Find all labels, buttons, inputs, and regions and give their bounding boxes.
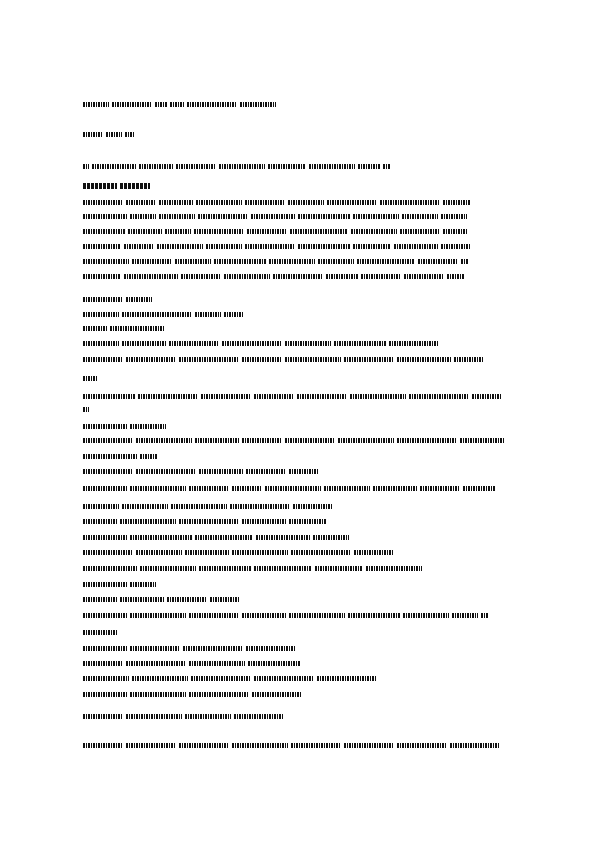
illegible-word <box>232 550 288 555</box>
text-line <box>83 101 276 107</box>
illegible-word <box>242 613 286 618</box>
illegible-word <box>219 164 265 169</box>
illegible-word <box>245 200 285 205</box>
illegible-word <box>138 394 198 399</box>
illegible-word <box>246 469 286 474</box>
illegible-word <box>83 454 137 459</box>
illegible-word <box>318 259 354 264</box>
illegible-word <box>242 357 282 362</box>
illegible-word <box>269 259 315 264</box>
text-line <box>83 468 319 474</box>
text-line <box>83 691 302 697</box>
illegible-word <box>389 341 439 346</box>
text-line <box>83 296 152 302</box>
illegible-word <box>350 394 406 399</box>
text-line <box>83 340 439 346</box>
illegible-word <box>132 676 188 681</box>
illegible-word <box>125 132 135 137</box>
illegible-word <box>124 274 178 279</box>
illegible-word <box>83 297 123 302</box>
illegible-word <box>185 550 229 555</box>
illegible-word <box>189 692 249 697</box>
illegible-word <box>83 661 123 666</box>
illegible-word <box>403 613 449 618</box>
illegible-word <box>83 259 129 264</box>
text-line <box>83 213 467 219</box>
illegible-word <box>83 582 127 587</box>
illegible-word <box>181 274 221 279</box>
text-line <box>83 437 504 443</box>
illegible-word <box>176 164 216 169</box>
illegible-word <box>380 200 440 205</box>
illegible-word <box>130 535 192 540</box>
illegible-word <box>461 259 469 264</box>
illegible-word <box>443 229 467 234</box>
text-line <box>83 503 333 509</box>
illegible-word <box>195 312 221 317</box>
text-line <box>83 393 502 399</box>
illegible-word <box>240 102 276 107</box>
text-line <box>83 596 240 602</box>
illegible-word <box>130 424 166 429</box>
illegible-word <box>83 357 123 362</box>
illegible-word <box>252 692 302 697</box>
illegible-word <box>397 438 457 443</box>
illegible-word <box>224 274 270 279</box>
illegible-word <box>171 504 227 509</box>
illegible-word <box>183 646 243 651</box>
illegible-word <box>83 535 127 540</box>
illegible-word <box>194 229 244 234</box>
illegible-word <box>344 357 394 362</box>
illegible-word <box>254 566 312 571</box>
illegible-word <box>83 229 125 234</box>
illegible-word <box>179 519 239 524</box>
illegible-word <box>189 486 229 491</box>
illegible-word <box>189 661 245 666</box>
text-line <box>83 258 469 264</box>
illegible-word <box>128 229 162 234</box>
illegible-word <box>106 132 122 137</box>
illegible-word <box>83 341 119 346</box>
illegible-word <box>353 244 391 249</box>
illegible-word <box>230 504 290 509</box>
illegible-word <box>136 550 182 555</box>
text-line <box>83 311 244 317</box>
illegible-word <box>313 535 349 540</box>
illegible-word <box>189 613 239 618</box>
illegible-word <box>394 244 438 249</box>
illegible-word <box>326 274 358 279</box>
illegible-word <box>288 200 324 205</box>
illegible-word <box>481 613 489 618</box>
illegible-word <box>285 357 341 362</box>
illegible-word <box>83 274 121 279</box>
illegible-word <box>210 597 240 602</box>
illegible-word <box>136 469 196 474</box>
illegible-word <box>140 566 196 571</box>
illegible-word <box>234 714 284 719</box>
section-heading <box>83 183 150 189</box>
illegible-word <box>83 164 89 169</box>
illegible-word <box>155 102 167 107</box>
text-line <box>83 675 377 681</box>
illegible-word <box>214 259 266 264</box>
illegible-word <box>126 357 176 362</box>
illegible-word <box>126 200 156 205</box>
illegible-word <box>354 550 394 555</box>
text-line <box>83 612 489 618</box>
illegible-word <box>245 244 295 249</box>
illegible-word <box>409 394 469 399</box>
illegible-word <box>167 597 207 602</box>
illegible-word <box>348 613 400 618</box>
illegible-word <box>83 630 117 635</box>
illegible-word <box>139 164 173 169</box>
illegible-word <box>83 200 123 205</box>
illegible-word <box>289 613 345 618</box>
illegible-word <box>130 214 156 219</box>
illegible-word <box>195 535 253 540</box>
illegible-word <box>92 164 136 169</box>
illegible-word <box>170 102 184 107</box>
illegible-word <box>201 394 251 399</box>
illegible-word <box>297 394 347 399</box>
illegible-word <box>83 326 107 331</box>
illegible-word <box>83 469 133 474</box>
illegible-word <box>285 438 335 443</box>
text-line <box>83 243 471 249</box>
illegible-word <box>232 486 262 491</box>
illegible-word <box>83 312 119 317</box>
illegible-word <box>358 164 380 169</box>
illegible-word <box>247 229 287 234</box>
illegible-word <box>242 438 282 443</box>
illegible-word <box>256 535 310 540</box>
illegible-word <box>198 214 248 219</box>
illegible-word <box>268 164 306 169</box>
illegible-word <box>309 164 355 169</box>
text-line <box>83 406 89 412</box>
illegible-word <box>83 183 117 189</box>
text-line <box>83 713 284 719</box>
illegible-word <box>83 566 137 571</box>
illegible-word <box>472 394 502 399</box>
text-line <box>83 228 467 234</box>
illegible-word <box>420 486 460 491</box>
illegible-word <box>317 676 377 681</box>
illegible-word <box>334 341 386 346</box>
text-line <box>83 273 465 279</box>
illegible-word <box>112 102 152 107</box>
illegible-word <box>130 613 186 618</box>
illegible-word <box>122 341 166 346</box>
illegible-word <box>110 326 164 331</box>
text-line <box>83 356 484 362</box>
illegible-word <box>196 200 242 205</box>
illegible-word <box>83 214 127 219</box>
illegible-word <box>351 229 397 234</box>
illegible-word <box>83 692 127 697</box>
illegible-word <box>83 743 123 748</box>
illegible-word <box>132 259 172 264</box>
illegible-word <box>289 519 327 524</box>
illegible-word <box>353 214 399 219</box>
illegible-word <box>83 394 135 399</box>
illegible-word <box>83 407 89 412</box>
illegible-word <box>126 661 186 666</box>
text-line <box>83 534 349 540</box>
illegible-word <box>452 613 478 618</box>
illegible-word <box>195 438 239 443</box>
text-line <box>83 423 166 429</box>
illegible-word <box>344 743 394 748</box>
illegible-word <box>120 519 176 524</box>
illegible-word <box>289 469 319 474</box>
illegible-word <box>130 582 156 587</box>
illegible-word <box>159 214 195 219</box>
illegible-word <box>187 102 237 107</box>
illegible-word <box>397 357 451 362</box>
text-line <box>83 453 158 459</box>
text-line <box>83 565 422 571</box>
illegible-word <box>251 214 295 219</box>
illegible-word <box>83 132 103 137</box>
illegible-word <box>169 341 219 346</box>
illegible-word <box>254 676 314 681</box>
illegible-word <box>136 438 192 443</box>
illegible-word <box>83 646 127 651</box>
text-line <box>83 549 394 555</box>
illegible-word <box>159 200 193 205</box>
illegible-word <box>246 646 296 651</box>
illegible-word <box>298 244 350 249</box>
illegible-word <box>357 259 415 264</box>
illegible-word <box>83 486 127 491</box>
illegible-word <box>206 244 242 249</box>
text-line <box>83 660 300 666</box>
text-line <box>83 742 500 748</box>
illegible-word <box>120 597 164 602</box>
illegible-word <box>120 183 150 189</box>
illegible-word <box>126 297 152 302</box>
text-line <box>83 645 296 651</box>
text-line <box>83 199 471 205</box>
illegible-word <box>157 244 203 249</box>
illegible-word <box>83 597 117 602</box>
text-line <box>83 375 97 381</box>
illegible-word <box>441 214 467 219</box>
illegible-word <box>83 244 121 249</box>
text-line <box>83 163 391 169</box>
illegible-word <box>291 743 341 748</box>
illegible-word <box>232 743 288 748</box>
illegible-word <box>447 274 465 279</box>
illegible-word <box>265 486 321 491</box>
illegible-word <box>373 486 417 491</box>
illegible-word <box>83 676 129 681</box>
illegible-word <box>83 550 133 555</box>
text-line <box>83 325 164 331</box>
illegible-word <box>130 486 186 491</box>
illegible-word <box>222 341 282 346</box>
illegible-word <box>402 214 438 219</box>
text-line <box>83 131 135 137</box>
illegible-word <box>83 438 133 443</box>
illegible-word <box>400 229 440 234</box>
illegible-word <box>404 274 444 279</box>
illegible-word <box>191 676 251 681</box>
illegible-word <box>418 259 458 264</box>
illegible-word <box>179 357 239 362</box>
illegible-word <box>242 519 286 524</box>
illegible-word <box>185 714 231 719</box>
illegible-word <box>327 200 377 205</box>
illegible-word <box>83 424 127 429</box>
illegible-word <box>291 550 351 555</box>
text-line <box>83 518 327 524</box>
illegible-word <box>126 714 182 719</box>
illegible-word <box>315 566 363 571</box>
illegible-word <box>175 259 211 264</box>
illegible-word <box>83 102 109 107</box>
illegible-word <box>460 438 504 443</box>
illegible-word <box>293 504 333 509</box>
illegible-word <box>122 504 168 509</box>
illegible-word <box>122 312 192 317</box>
illegible-word <box>338 438 394 443</box>
illegible-word <box>298 214 350 219</box>
illegible-word <box>199 566 251 571</box>
illegible-word <box>366 566 422 571</box>
illegible-word <box>463 486 495 491</box>
illegible-word <box>443 200 471 205</box>
illegible-word <box>140 454 158 459</box>
illegible-word <box>126 743 176 748</box>
illegible-word <box>450 743 500 748</box>
illegible-word <box>273 274 323 279</box>
illegible-word <box>83 376 97 381</box>
illegible-word <box>285 341 331 346</box>
illegible-word <box>83 519 117 524</box>
illegible-word <box>397 743 447 748</box>
illegible-word <box>290 229 348 234</box>
illegible-word <box>83 613 127 618</box>
illegible-word <box>254 394 294 399</box>
illegible-word <box>454 357 484 362</box>
illegible-word <box>248 661 300 666</box>
illegible-word <box>130 646 180 651</box>
illegible-word <box>124 244 154 249</box>
text-line <box>83 629 117 635</box>
illegible-word <box>383 164 391 169</box>
illegible-word <box>441 244 471 249</box>
illegible-word <box>361 274 401 279</box>
illegible-word <box>199 469 243 474</box>
illegible-word <box>130 692 186 697</box>
illegible-word <box>83 504 119 509</box>
illegible-word <box>179 743 229 748</box>
illegible-word <box>224 312 244 317</box>
illegible-word <box>83 714 123 719</box>
text-line <box>83 485 495 491</box>
illegible-word <box>324 486 370 491</box>
text-line <box>83 581 156 587</box>
illegible-word <box>165 229 191 234</box>
